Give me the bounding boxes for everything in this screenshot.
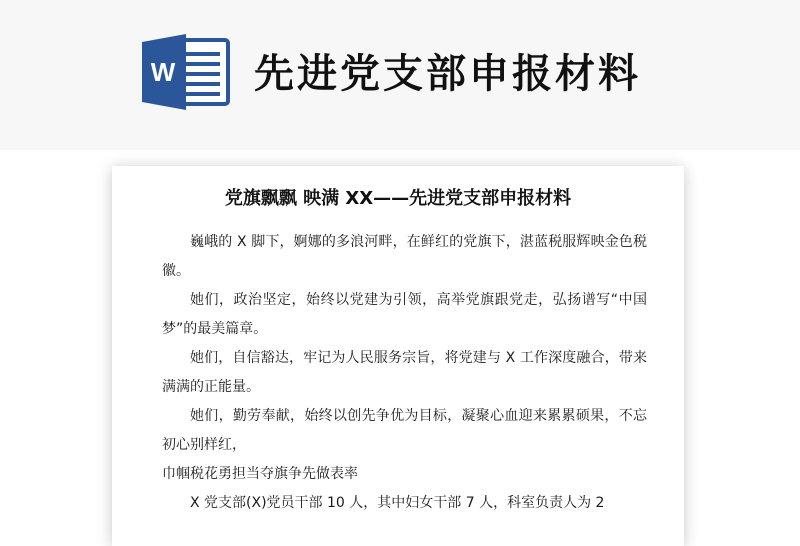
document-heading: 党旗飘飘 映满 XX——先进党支部申报材料: [224, 188, 572, 209]
paragraph-1: 巍峨的 X 脚下，婀娜的多浪河畔，在鲜红的党旗下，湛蓝税服辉映金色税徽。: [162, 234, 647, 279]
paragraph-6: X 党支部(X)党员干部 10 人，其中妇女干部 7 人，科室负责人为 2: [190, 495, 605, 511]
paragraph-2: 她们，政治坚定，始终以党建为引领，高举党旗跟党走，弘扬谱写“中国梦”的最美篇章。: [162, 292, 647, 337]
paragraph-5-section-heading: 巾帼税花勇担当夺旗争先做表率: [162, 466, 358, 482]
word-icon-letter: W: [150, 57, 176, 87]
paragraph-3: 她们，自信豁达，牢记为人民服务宗旨，将党建与 X 工作深度融合，带来满满的正能量。: [162, 350, 647, 395]
document-page: [112, 166, 684, 546]
banner-title: 先进党支部申报材料: [254, 51, 641, 97]
word-icon: [140, 34, 232, 110]
paragraph-4: 她们，勤劳奉献，始终以创先争优为目标，凝聚心血迎来累累硕果，不忘初心别样红，: [162, 408, 647, 453]
